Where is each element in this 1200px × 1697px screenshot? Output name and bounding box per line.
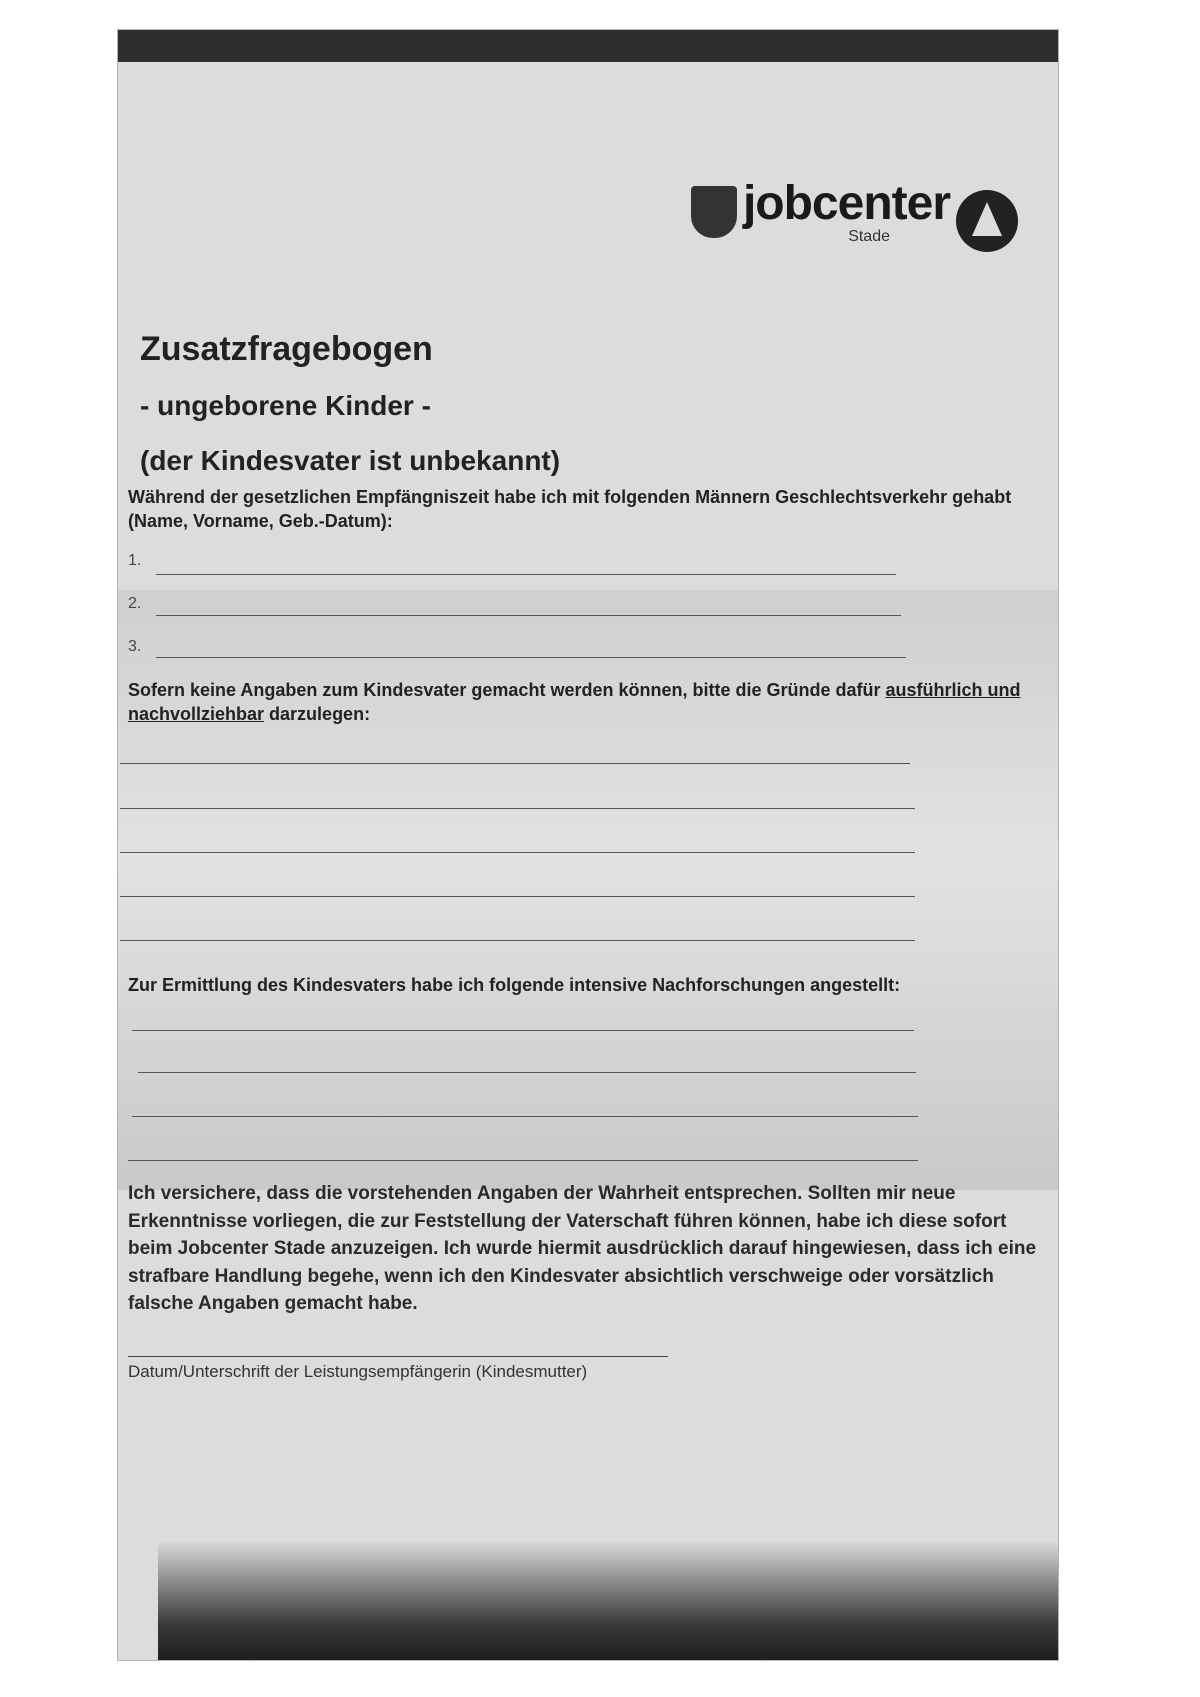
reason-line-3[interactable] [120, 852, 915, 853]
reason-line-2[interactable] [120, 808, 915, 809]
coat-of-arms-icon [691, 186, 737, 238]
reason-line-1[interactable] [120, 763, 910, 764]
form-title: Zusatzfragebogen [140, 330, 433, 368]
declaration-text: Ich versichere, dass die vorstehenden Angaben der Wahrheit entsprechen. Sollten mir neue Erkenntnisse vorliegen, die zur Feststellung der Vaterschaft führen können, habe ich diese sofort beim Jobcenter Stade anzuzeigen. Ich wurde hiermit ausdrücklich darauf hingewiesen, dass ich eine strafbare Handlung begehe, wenn ich den Kindesvater absichtlich verschweige oder vorsätzlich falsche Angaben gemacht habe. [128, 1183, 1037, 1315]
reason-line-5[interactable] [120, 940, 915, 941]
research-line-2[interactable] [138, 1072, 916, 1073]
form-subtitle-1: - ungeborene Kinder - [140, 390, 431, 421]
logo-brand: jobcenter [742, 177, 950, 230]
entry-line-2[interactable] [156, 615, 901, 616]
entry-line-1[interactable] [156, 574, 896, 575]
question-2 [128, 678, 1048, 727]
entry-number-1: 1. [128, 552, 142, 569]
question-2-emphasis: ausführlich und nachvollziehbar [128, 680, 1021, 725]
scan-edge-top [118, 30, 1058, 62]
question-3: Zur Ermittlung des Kindesvaters habe ich folgende intensive Nachforschungen angestellt: [128, 975, 901, 995]
signature-label: Datum/Unterschrift der Leistungsempfängerin (Kindesmutter) [128, 1362, 588, 1381]
question-2-text-a: Sofern keine Angaben zum Kindesvater gemacht werden können, bitte die Gründe dafür [128, 680, 886, 700]
form-subtitle-2: (der Kindesvater ist unbekannt) [140, 445, 561, 476]
entry-line-3[interactable] [156, 657, 906, 658]
question-1: Während der gesetzlichen Empfängniszeit habe ich mit folgenden Männern Geschlechtsverkehr gehabt (Name, Vorname, Geb.-Datum): [128, 487, 1012, 532]
logo-location: Stade [848, 228, 890, 245]
entry-number-2: 2. [128, 595, 142, 612]
agency-emblem-icon [956, 190, 1018, 252]
research-line-4[interactable] [128, 1160, 918, 1161]
jobcenter-logo [691, 177, 1018, 252]
entry-number-3: 3. [128, 638, 142, 655]
research-line-1[interactable] [132, 1030, 914, 1031]
scan-shadow-bottom [158, 1540, 1058, 1660]
form-paper [118, 30, 1058, 1660]
question-2-text-b: darzulegen: [264, 704, 371, 725]
research-line-3[interactable] [132, 1116, 918, 1117]
signature-line[interactable] [128, 1356, 668, 1357]
reason-line-4[interactable] [120, 896, 915, 897]
